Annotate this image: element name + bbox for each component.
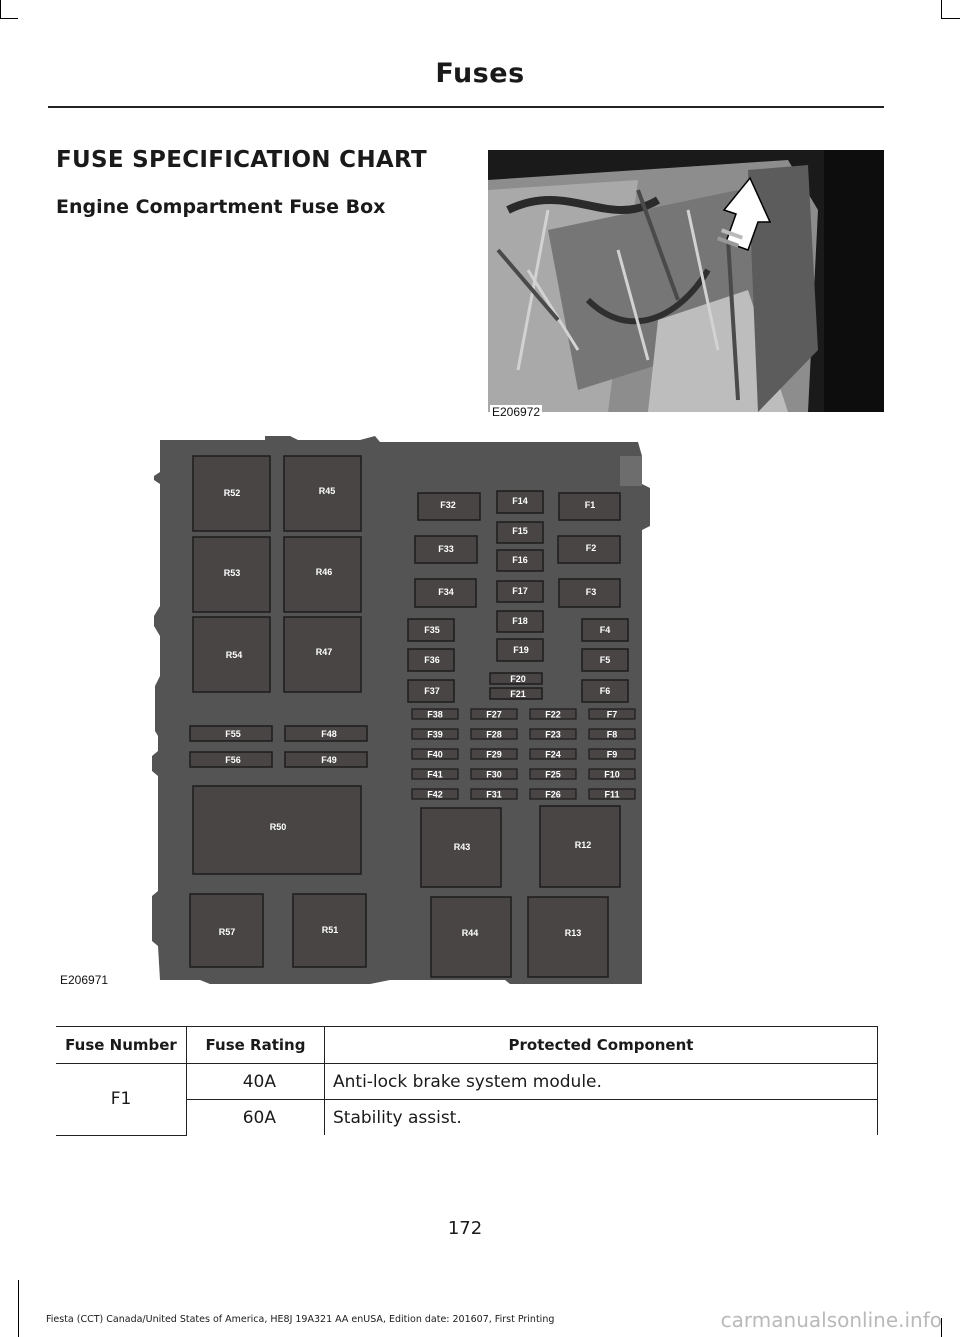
fuse-label-f11: F11: [604, 789, 620, 800]
fuse-label-f2: F2: [585, 543, 597, 553]
relay-label-r51: R51: [321, 925, 339, 935]
section-subtitle: Engine Compartment Fuse Box: [56, 196, 386, 218]
relay-label-r53: R53: [223, 568, 241, 578]
relay-label-r13: R13: [564, 928, 582, 938]
relay-label-r12: R12: [574, 840, 592, 850]
crop-mark-top-right: [941, 0, 942, 18]
fuse-label-f55: F55: [225, 729, 241, 739]
fuse-label-f5: F5: [599, 655, 611, 665]
fuse-label-f32: F32: [440, 500, 456, 510]
document-footer: Fiesta (CCT) Canada/United States of America, HE8J 19A321 AA enUSA, Edition date: 201607, First Printing: [46, 1314, 555, 1325]
protected-component-cell: Anti-lock brake system module.: [325, 1064, 878, 1100]
fuse-label-f14: F14: [512, 496, 528, 506]
fuse-label-f8: F8: [606, 729, 618, 740]
column-header-fuse-number: Fuse Number: [56, 1027, 187, 1064]
header-divider: [48, 106, 884, 108]
page-header-title: Fuses: [435, 58, 525, 89]
page-number: 172: [447, 1218, 483, 1239]
fuse-label-f41: F41: [427, 769, 443, 780]
fuse-rating-cell: 40A: [187, 1064, 325, 1100]
fuse-specification-table: [56, 1026, 878, 1136]
engine-compartment-photo: [488, 150, 884, 412]
relay-label-r54: R54: [225, 650, 243, 660]
protected-component-cell: Stability assist.: [325, 1100, 878, 1136]
fuse-label-f40: F40: [427, 749, 443, 760]
fuse-label-f49: F49: [321, 755, 337, 765]
diagram-reference-code: E206971: [60, 973, 109, 987]
photo-reference-code: E206972: [492, 405, 541, 419]
relay-label-r47: R47: [315, 647, 333, 657]
crop-mark-top-right-h: [941, 18, 960, 19]
relay-label-r52: R52: [223, 488, 241, 498]
fuse-box-diagram: [150, 436, 650, 986]
fuse-label-f25: F25: [545, 769, 561, 780]
column-header-fuse-rating: Fuse Rating: [187, 1027, 325, 1064]
fuse-label-f38: F38: [427, 709, 443, 720]
fuse-label-f18: F18: [512, 616, 528, 626]
fuse-label-f20: F20: [510, 674, 526, 684]
section-title: FUSE SPECIFICATION CHART: [56, 147, 427, 173]
relay-label-r46: R46: [315, 567, 333, 577]
table-row: [56, 1064, 878, 1100]
table-header-row: [56, 1027, 878, 1064]
fuse-label-f22: F22: [545, 709, 561, 720]
fuse-label-f17: F17: [512, 586, 528, 596]
fuse-label-f29: F29: [486, 749, 502, 760]
engine-photo-illustration: [488, 150, 884, 412]
fuse-label-f39: F39: [427, 729, 443, 740]
fuse-label-f34: F34: [438, 587, 454, 597]
relay-label-r50: R50: [269, 822, 287, 832]
fuse-label-f19: F19: [513, 645, 529, 655]
fuse-label-f48: F48: [321, 729, 337, 739]
fuse-rating-cell: 60A: [187, 1100, 325, 1136]
watermark: carmanualsonline.info: [720, 1308, 942, 1332]
fuse-label-f26: F26: [545, 789, 561, 800]
crop-mark-top-left: [0, 0, 1, 18]
fuse-label-f6: F6: [599, 686, 611, 696]
fuse-label-f21: F21: [510, 689, 526, 699]
fuse-label-f27: F27: [486, 709, 502, 720]
fuse-box-drawing: [150, 436, 650, 986]
fuse-label-f56: F56: [225, 755, 241, 765]
fuse-label-f16: F16: [512, 555, 528, 565]
fuse-label-f9: F9: [606, 749, 618, 760]
fuse-label-f28: F28: [486, 729, 502, 740]
crop-mark-bottom-left: [18, 1280, 19, 1337]
relay-label-r45: R45: [318, 486, 336, 496]
fuse-label-f24: F24: [545, 749, 561, 760]
fuse-label-f15: F15: [512, 526, 528, 536]
relay-label-r57: R57: [218, 927, 236, 937]
fuse-label-f3: F3: [585, 587, 597, 597]
fuse-label-f31: F31: [486, 789, 502, 800]
fuse-number-cell: F1: [56, 1064, 187, 1136]
column-header-protected-component: Protected Component: [325, 1027, 878, 1064]
fuse-label-f42: F42: [427, 789, 443, 800]
relay-label-r44: R44: [461, 928, 479, 938]
fuse-label-f33: F33: [438, 544, 454, 554]
fuse-label-f36: F36: [424, 655, 440, 665]
relay-label-r43: R43: [453, 842, 471, 852]
crop-mark-top-left-h: [0, 18, 18, 19]
fuse-label-f37: F37: [424, 686, 440, 696]
fuse-label-f10: F10: [604, 769, 620, 780]
fuse-label-f1: F1: [584, 500, 596, 510]
fuse-label-f4: F4: [599, 625, 611, 635]
fuse-label-f7: F7: [606, 709, 618, 720]
fuse-label-f35: F35: [424, 625, 440, 635]
fuse-label-f30: F30: [486, 769, 502, 780]
fuse-label-f23: F23: [545, 729, 561, 740]
